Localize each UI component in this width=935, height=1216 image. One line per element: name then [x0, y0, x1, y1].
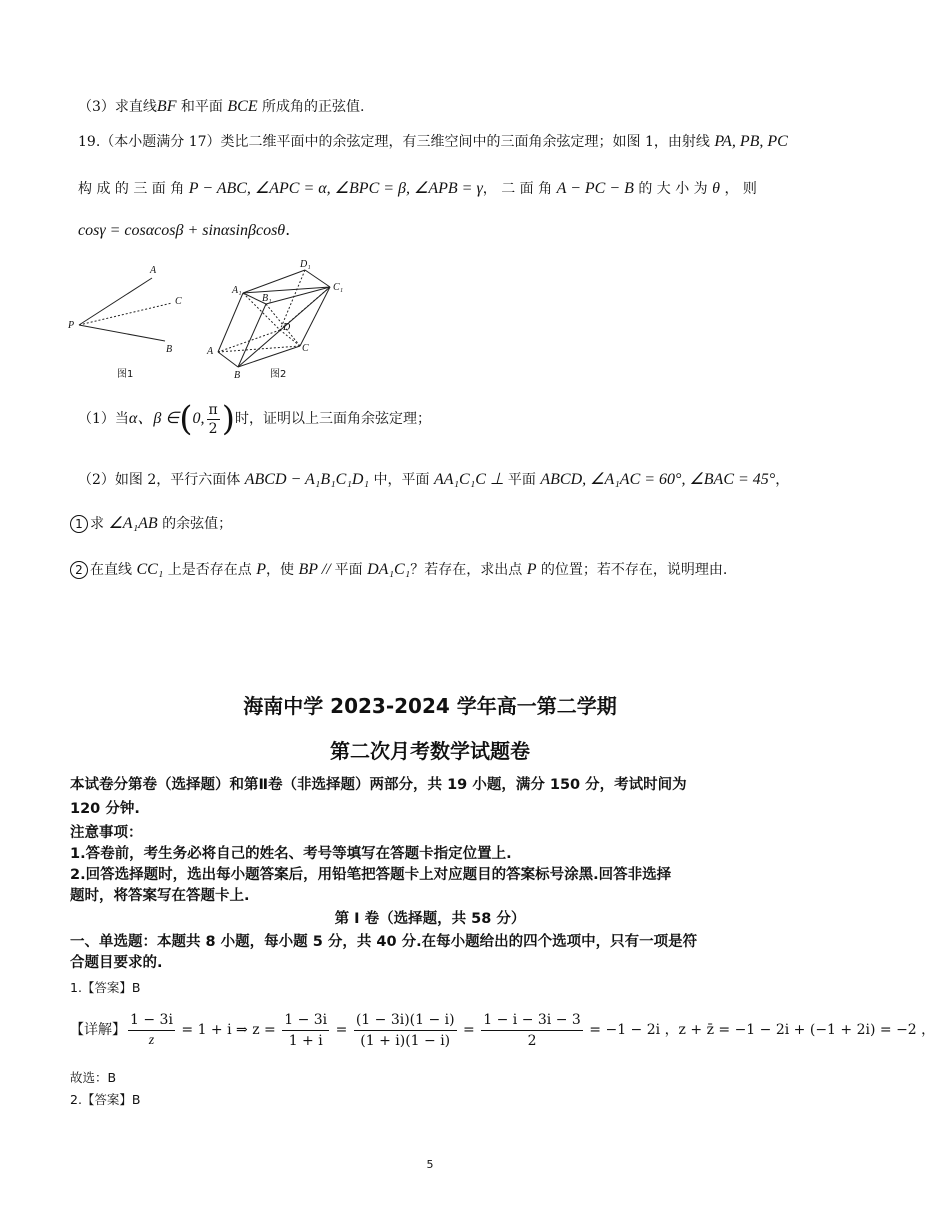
q19-part2-mid: 中，平面 [369, 472, 434, 488]
q19-sub2-point: P [256, 561, 267, 578]
q19-part1-suffix: 时，证明以上三面角余弦定理； [234, 411, 431, 427]
circled-number-2: 2 [70, 561, 88, 579]
q19-line2 [78, 178, 757, 198]
q19-sub1-angle: ∠A₁AB [108, 515, 158, 532]
q19-sub2 [70, 559, 727, 579]
fraction-3-den: (1 + i)(1 − i) [360, 1032, 451, 1049]
fig2-label-a: A [207, 346, 214, 357]
q18-part3-mid: 和平面 [176, 99, 228, 115]
right-paren-icon: ) [221, 399, 235, 439]
q19-cosine-formula: cosγ = cosαcosβ + sinαsinβcosθ [78, 222, 286, 239]
pi-numerator: π [208, 401, 218, 418]
fig2-caption: 图2 [270, 369, 287, 380]
exam-title-1: 海南中学 2023-2024 学年高一第二学期 [243, 694, 617, 718]
fig2-label-d1: D₁ [300, 259, 311, 270]
q19-part2-prefix: （2）如图 2，平行六面体 [78, 472, 245, 488]
fraction-2 [282, 1010, 329, 1051]
circled-number-1: 1 [70, 515, 88, 533]
q19-line2-g: ， 则 [720, 181, 757, 197]
fig1-label-b: B [166, 344, 173, 355]
q19-sub2-k: 的位置；若不存在，说明理由. [536, 562, 728, 578]
q19-trihedral-def: P − ABC, ∠APC = α, ∠BPC = β, ∠APB = γ [188, 180, 483, 197]
q19-sub2-plane: DA₁C₁ [367, 561, 411, 578]
section-heading: 第 I 卷（选择题，共 58 分） [334, 911, 526, 927]
fraction-1-den: z [148, 1032, 155, 1048]
pi-over-2-fraction [207, 401, 220, 438]
fig1-caption: 图1 [117, 369, 134, 380]
q19-part2-plane-word: 平面 [507, 472, 541, 488]
fraction-4-den: 2 [527, 1032, 537, 1049]
q19-line2-c: ， 二 面 角 [482, 181, 557, 197]
q19-line2-e: 的 大 小 为 [633, 181, 713, 197]
q19-sub2-point2: P [526, 561, 537, 578]
fraction-1-num: 1 − 3i [128, 1010, 175, 1031]
intro-line-2: 120 分钟. [70, 801, 140, 817]
q19-part1-zero: 0, [192, 410, 205, 427]
fraction-1 [128, 1010, 175, 1051]
q18-part3-suffix: 所成角的正弦值. [257, 99, 365, 115]
notice-2b: 题时，将答案写在答题卡上. [70, 888, 250, 904]
eq-3: = [458, 1022, 480, 1038]
q19-part2-end: ， [775, 472, 790, 488]
fig2-label-b: B [234, 370, 241, 381]
q19-sub2-a: 在直线 [90, 562, 137, 578]
q18-part3 [78, 96, 365, 116]
q19-figures [62, 256, 362, 386]
q19-line1 [78, 131, 788, 151]
q19-sub1-prefix: 求 [90, 516, 109, 532]
notice-heading: 注意事项： [70, 825, 143, 841]
fig2-label-c: C [302, 343, 309, 354]
q19-sub2-line: CC₁ [136, 561, 164, 578]
eq-4: = −1 − 2i ，z + z̄ = −1 − 2i + (−1 + 2i) = −2 ， [584, 1022, 935, 1038]
q18-part3-prefix: （3）求直线 [78, 99, 157, 115]
choose-b: 故选：B [70, 1070, 117, 1085]
q19-line2-a: 构 成 的 三 面 角 [78, 181, 189, 197]
fraction-4 [481, 1010, 583, 1051]
q19-parallelepiped: ABCD − A₁B₁C₁D₁ [244, 471, 370, 488]
q19-rays: PA, PB, PC [714, 133, 788, 150]
page-number: 5 [426, 1158, 434, 1171]
q18-part3-line: BF [156, 98, 177, 115]
eq-1: = 1 + i ⇒ z = [176, 1022, 281, 1038]
q19-plane-perp: AA₁C₁C ⊥ [433, 471, 508, 488]
fig1-label-c: C [175, 296, 182, 307]
left-paren-icon: ( [179, 399, 193, 439]
answer-1: 1.【答案】B [70, 980, 141, 995]
q19-intro-text: 19.（本小题满分 17）类比二维平面中的余弦定理，有三维空间中的三面角余弦定理；如图 1，由射线 [78, 134, 715, 150]
fig2-label-a1: A₁ [232, 285, 242, 296]
notice-2a: 2.回答选择题时，选出每小题答案后，用铅笔把答题卡上对应题目的答案标号涂黑.回答非选择 [70, 867, 672, 883]
q19-sub2-parallel: BP // [298, 561, 335, 578]
q19-part1-vars: α、β ∈ [128, 410, 180, 427]
fig1-label-p: P [68, 320, 75, 331]
q19-formula-end: . [285, 220, 291, 239]
intro-line-1: 本试卷分第卷（选择题）和第Ⅱ卷（非选择题）两部分，共 19 小题，满分 150 分，考试时间为 [70, 777, 687, 793]
fig2-label-d: D [283, 322, 291, 333]
q19-sub1-suffix: 的余弦值； [157, 516, 233, 532]
figure-1 [67, 265, 182, 355]
pi-denominator: 2 [208, 420, 218, 437]
q19-sub2-g: 平面 [334, 562, 368, 578]
q19-sub2-e: ，使 [266, 562, 299, 578]
q19-sub2-c: 上是否存在点 [163, 562, 257, 578]
fraction-3 [354, 1010, 457, 1051]
fraction-2-num: 1 − 3i [282, 1010, 329, 1031]
fraction-2-den: 1 + i [288, 1032, 323, 1049]
q19-theta: θ [712, 180, 720, 197]
notice-1: 1.答卷前，考生务必将自己的姓名、考号等填写在答题卡指定位置上. [70, 846, 512, 862]
eq-2: = [331, 1022, 352, 1038]
detail-line [70, 1004, 935, 1056]
fraction-3-num: (1 − 3i)(1 − i) [354, 1010, 457, 1031]
single-choice-b: 合题目要求的. [70, 955, 163, 971]
fig2-label-b1: B₁ [262, 293, 272, 304]
fraction-4-num: 1 − i − 3i − 3 [481, 1010, 583, 1031]
q18-part3-plane: BCE [227, 98, 258, 115]
exam-title-2: 第二次月考数学试题卷 [330, 739, 530, 763]
q19-part2-conditions: ABCD, ∠A₁AC = 60°, ∠BAC = 45° [540, 471, 776, 488]
single-choice-a: 一、单选题：本题共 8 小题，每小题 5 分，共 40 分.在每小题给出的四个选项中，只有一项是符 [70, 934, 698, 950]
q19-sub2-i: ？若存在，求出点 [410, 562, 527, 578]
q19-part2 [78, 469, 789, 489]
detail-label: 【详解】 [70, 1022, 126, 1038]
answer-2: 2.【答案】B [70, 1092, 141, 1107]
q19-dihedral: A − PC − B [556, 180, 634, 197]
q19-part1 [78, 397, 431, 443]
fig2-label-c1: C₁ [333, 282, 344, 293]
q19-sub1 [70, 513, 232, 533]
q19-formula-line [78, 220, 290, 240]
q19-part1-prefix: （1）当 [78, 411, 129, 427]
fig1-label-a: A [150, 265, 157, 276]
